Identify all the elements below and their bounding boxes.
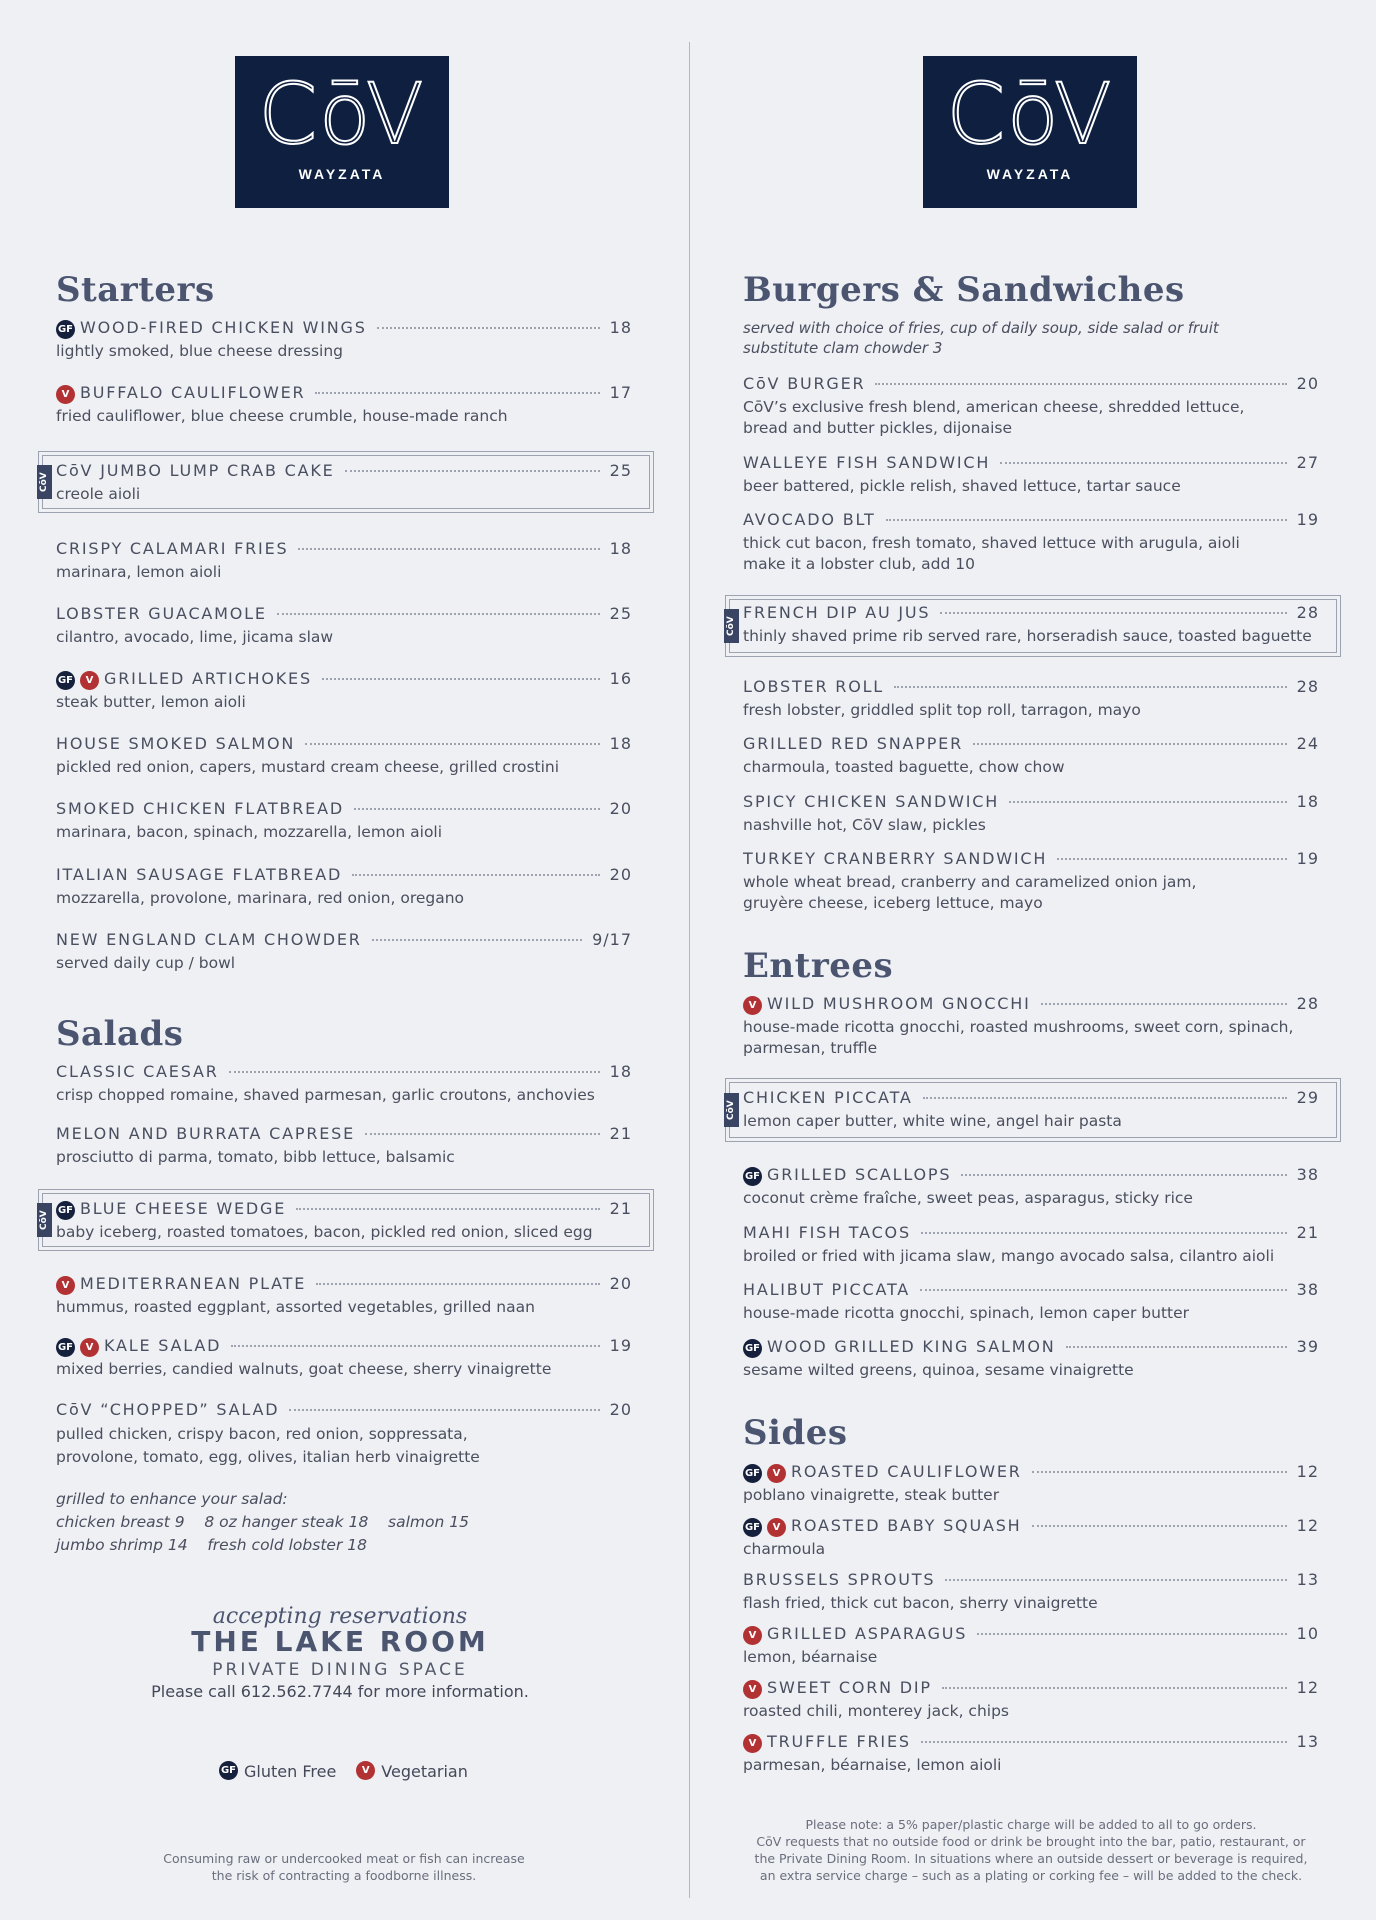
item-name: LOBSTER ROLL xyxy=(743,677,885,696)
item-name: BUFFALO CAULIFLOWER xyxy=(80,383,306,402)
vegetarian-icon: V xyxy=(767,1518,786,1537)
notice-line: Please note: a 5% paper/plastic charge will be added to all to go orders. xyxy=(805,1817,1257,1832)
menu-item xyxy=(56,930,632,973)
item-price: 19 xyxy=(1296,849,1319,868)
item-description: fried cauliflower, blue cheese crumble, house-made ranch xyxy=(56,407,508,425)
item-name: ITALIAN SAUSAGE FLATBREAD xyxy=(56,865,343,884)
menu-item xyxy=(56,1274,632,1317)
item-description: steak butter, lemon aioli xyxy=(56,693,246,711)
gluten-free-icon: GF xyxy=(743,1339,762,1358)
addons-line: chicken breast 9 8 oz hanger steak 18 salmon 15 xyxy=(56,1513,469,1531)
item-price: 13 xyxy=(1296,1570,1319,1589)
menu-item xyxy=(743,734,1319,777)
gluten-free-icon: GF xyxy=(56,671,75,690)
item-name: KALE SALAD xyxy=(104,1336,222,1355)
menu-item xyxy=(743,792,1319,835)
vegetarian-icon: V xyxy=(356,1761,375,1780)
menu-item xyxy=(743,1678,1319,1721)
brand-logo-wordmark: CōV xyxy=(258,65,426,163)
item-price: 12 xyxy=(1296,1462,1319,1481)
item-price: 29 xyxy=(1296,1088,1319,1107)
item-description: baby iceberg, roasted tomatoes, bacon, pickled red onion, sliced egg xyxy=(56,1223,593,1241)
burgers-note-line: substitute clam chowder 3 xyxy=(743,339,943,357)
item-name: WILD MUSHROOM GNOCCHI xyxy=(767,994,1031,1013)
item-name: HOUSE SMOKED SALMON xyxy=(56,734,296,753)
item-price: 20 xyxy=(1296,374,1319,393)
menu-item xyxy=(743,510,1319,574)
vegetarian-icon: V xyxy=(767,1464,786,1483)
vegetarian-icon: V xyxy=(80,1338,99,1357)
menu-item xyxy=(743,677,1319,720)
item-price: 18 xyxy=(609,539,632,558)
lake-room-phone: Please call 612.562.7744 for more information. xyxy=(151,1682,529,1701)
vegetarian-icon: V xyxy=(743,996,762,1015)
menu-item xyxy=(56,604,632,647)
menu-item xyxy=(56,383,632,426)
item-description: house-made ricotta gnocchi, spinach, lemon caper butter xyxy=(743,1304,1190,1322)
item-name: GRILLED ARTICHOKES xyxy=(104,669,312,688)
item-name: WALLEYE FISH SANDWICH xyxy=(743,453,991,472)
item-description: parmesan, truffle xyxy=(743,1039,878,1057)
item-price: 12 xyxy=(1296,1678,1319,1697)
brand-logo-location: WAYZATA xyxy=(298,166,386,182)
item-name: TRUFFLE FRIES xyxy=(767,1732,911,1751)
item-price: 38 xyxy=(1296,1280,1319,1299)
item-description: marinara, lemon aioli xyxy=(56,563,222,581)
item-price: 28 xyxy=(1296,603,1319,622)
salads-heading: Salads xyxy=(56,1014,184,1054)
menu-item xyxy=(56,1124,632,1167)
addons-line: jumbo shrimp 14 fresh cold lobster 18 xyxy=(56,1536,367,1554)
item-price: 38 xyxy=(1296,1165,1319,1184)
vegetarian-icon: V xyxy=(743,1680,762,1699)
menu-item xyxy=(743,453,1319,496)
item-name: FRENCH DIP AU JUS xyxy=(743,603,931,622)
item-description: mozzarella, provolone, marinara, red onion, oregano xyxy=(56,889,465,907)
menu-item xyxy=(743,994,1319,1058)
lake-room-subtitle: PRIVATE DINING SPACE xyxy=(212,1660,468,1680)
sides-heading: Sides xyxy=(743,1413,848,1453)
item-price: 21 xyxy=(609,1199,632,1218)
menu-item xyxy=(56,1336,632,1379)
item-name: CHICKEN PICCATA xyxy=(743,1088,913,1107)
menu-item xyxy=(743,1088,1319,1131)
gluten-free-icon: GF xyxy=(56,1338,75,1357)
brand-logo-location: WAYZATA xyxy=(986,166,1074,182)
item-price: 24 xyxy=(1296,734,1319,753)
menu-item xyxy=(743,849,1319,913)
legend-v-label: Vegetarian xyxy=(381,1762,468,1781)
menu-item xyxy=(743,1280,1319,1323)
item-description: beer battered, pickle relish, shaved lettuce, tartar sauce xyxy=(743,477,1181,495)
item-description: lemon, béarnaise xyxy=(743,1648,878,1666)
item-name: SPICY CHICKEN SANDWICH xyxy=(743,792,1000,811)
menu-item xyxy=(743,1624,1319,1667)
menu-item xyxy=(56,734,632,777)
column-divider xyxy=(689,42,690,1898)
notice-line: an extra service charge – such as a plating or corking fee – will be added to the check. xyxy=(759,1868,1303,1883)
item-name: CLASSIC CAESAR xyxy=(56,1062,219,1081)
item-price: 19 xyxy=(1296,510,1319,529)
notice-line: the Private Dining Room. In situations where an outside dessert or beverage is required, xyxy=(754,1851,1308,1866)
menu-item xyxy=(743,1732,1319,1775)
addons-intro: grilled to enhance your salad: xyxy=(56,1490,288,1508)
item-price: 20 xyxy=(609,799,632,818)
item-name: MEDITERRANEAN PLATE xyxy=(80,1274,307,1293)
item-price: 21 xyxy=(609,1124,632,1143)
item-name: AVOCADO BLT xyxy=(743,510,876,529)
item-description: crisp chopped romaine, shaved parmesan, garlic croutons, anchovies xyxy=(56,1086,595,1104)
notice-line: CōV requests that no outside food or drink be brought into the bar, patio, restaurant, or xyxy=(756,1834,1306,1849)
item-description: charmoula, toasted baguette, chow chow xyxy=(743,758,1065,776)
entrees-heading: Entrees xyxy=(743,946,894,986)
item-description: prosciutto di parma, tomato, bibb lettuce, balsamic xyxy=(56,1148,455,1166)
item-name: WOOD-FIRED CHICKEN WINGS xyxy=(80,318,367,337)
item-name: GRILLED ASPARAGUS xyxy=(767,1624,968,1643)
featured-tab: CōV xyxy=(37,465,52,499)
item-price: 20 xyxy=(609,1400,632,1419)
item-price: 13 xyxy=(1296,1732,1319,1751)
item-name: CōV “CHOPPED” SALAD xyxy=(56,1400,280,1419)
item-name: MELON AND BURRATA CAPRESE xyxy=(56,1124,356,1143)
item-description: lightly smoked, blue cheese dressing xyxy=(56,342,343,360)
item-description: creole aioli xyxy=(56,485,141,503)
menu-item xyxy=(743,603,1319,646)
menu-item xyxy=(56,1400,632,1468)
menu-item xyxy=(743,1462,1319,1505)
item-description: cilantro, avocado, lime, jicama slaw xyxy=(56,628,334,646)
burgers-note xyxy=(743,318,1219,358)
legend-gf-label: Gluten Free xyxy=(244,1762,337,1781)
gluten-free-icon: GF xyxy=(219,1761,238,1780)
vegetarian-icon: V xyxy=(56,1276,75,1295)
starters-heading: Starters xyxy=(56,270,215,310)
food-safety-footnote xyxy=(56,1850,632,1884)
item-name: CōV JUMBO LUMP CRAB CAKE xyxy=(56,461,335,480)
menu-item xyxy=(56,539,632,582)
item-name: BRUSSELS SPROUTS xyxy=(743,1570,936,1589)
lake-room-promo xyxy=(105,1604,575,1701)
item-description: thick cut bacon, fresh tomato, shaved lettuce with arugula, aioli xyxy=(743,534,1240,552)
item-price: 9/17 xyxy=(592,930,632,949)
gluten-free-icon: GF xyxy=(56,320,75,339)
item-description: coconut crème fraîche, sweet peas, asparagus, sticky rice xyxy=(743,1189,1193,1207)
item-price: 12 xyxy=(1296,1516,1319,1535)
item-price: 20 xyxy=(609,1274,632,1293)
featured-tab: CōV xyxy=(724,1093,739,1127)
item-description: house-made ricotta gnocchi, roasted mushrooms, sweet corn, spinach, xyxy=(743,1018,1294,1036)
item-name: TURKEY CRANBERRY SANDWICH xyxy=(743,849,1048,868)
salad-addons xyxy=(56,1488,469,1557)
legend xyxy=(219,1762,468,1781)
vegetarian-icon: V xyxy=(80,671,99,690)
item-name: SMOKED CHICKEN FLATBREAD xyxy=(56,799,344,818)
menu-item xyxy=(743,374,1319,438)
item-price: 18 xyxy=(609,1062,632,1081)
brand-logo xyxy=(923,56,1137,208)
item-price: 28 xyxy=(1296,677,1319,696)
featured-tab: CōV xyxy=(37,1203,52,1237)
item-name: GRILLED SCALLOPS xyxy=(767,1165,952,1184)
gluten-free-icon: GF xyxy=(743,1518,762,1537)
item-name: CōV BURGER xyxy=(743,374,866,393)
item-price: 20 xyxy=(609,865,632,884)
item-description: flash fried, thick cut bacon, sherry vinaigrette xyxy=(743,1594,1098,1612)
item-price: 39 xyxy=(1296,1337,1319,1356)
burgers-heading: Burgers & Sandwiches xyxy=(743,270,1185,310)
item-description: parmesan, béarnaise, lemon aioli xyxy=(743,1756,1002,1774)
lake-room-title: THE LAKE ROOM xyxy=(191,1625,489,1658)
vegetarian-icon: V xyxy=(56,385,75,404)
item-name: MAHI FISH TACOS xyxy=(743,1223,911,1242)
item-price: 19 xyxy=(609,1336,632,1355)
item-description: roasted chili, monterey jack, chips xyxy=(743,1702,1009,1720)
item-price: 18 xyxy=(1296,792,1319,811)
item-price: 25 xyxy=(609,604,632,623)
item-description: pickled red onion, capers, mustard cream cheese, grilled crostini xyxy=(56,758,560,776)
item-name: HALIBUT PICCATA xyxy=(743,1280,911,1299)
item-description: make it a lobster club, add 10 xyxy=(743,555,976,573)
item-description: CōV’s exclusive fresh blend, american cheese, shredded lettuce, xyxy=(743,398,1245,416)
menu-item xyxy=(56,461,632,504)
item-name: GRILLED RED SNAPPER xyxy=(743,734,964,753)
menu-item xyxy=(56,669,632,712)
vegetarian-icon: V xyxy=(743,1626,762,1645)
gluten-free-icon: GF xyxy=(743,1167,762,1186)
menu-item xyxy=(743,1223,1319,1266)
item-description: mixed berries, candied walnuts, goat cheese, sherry vinaigrette xyxy=(56,1360,552,1378)
item-name: SWEET CORN DIP xyxy=(767,1678,932,1697)
policy-notice xyxy=(743,1816,1319,1884)
item-description: served daily cup / bowl xyxy=(56,954,236,972)
footnote-line: the risk of contracting a foodborne illness. xyxy=(211,1868,477,1883)
item-price: 10 xyxy=(1296,1624,1319,1643)
item-description: poblano vinaigrette, steak butter xyxy=(743,1486,1000,1504)
menu-item xyxy=(743,1337,1319,1380)
item-description: provolone, tomato, egg, olives, italian herb vinaigrette xyxy=(56,1448,480,1466)
item-price: 17 xyxy=(609,383,632,402)
menu-item xyxy=(743,1516,1319,1559)
item-name: WOOD GRILLED KING SALMON xyxy=(767,1337,1056,1356)
item-description: gruyère cheese, iceberg lettuce, mayo xyxy=(743,894,1043,912)
item-description: pulled chicken, crispy bacon, red onion, soppressata, xyxy=(56,1425,468,1443)
item-name: NEW ENGLAND CLAM CHOWDER xyxy=(56,930,362,949)
reservations-script: accepting reservations xyxy=(212,1604,468,1629)
item-description: lemon caper butter, white wine, angel hair pasta xyxy=(743,1112,1122,1130)
item-description: broiled or fried with jicama slaw, mango avocado salsa, cilantro aioli xyxy=(743,1247,1275,1265)
featured-tab: CōV xyxy=(724,609,739,643)
menu-item xyxy=(56,318,632,361)
item-description: nashville hot, CōV slaw, pickles xyxy=(743,816,986,834)
item-price: 28 xyxy=(1296,994,1319,1013)
menu-item xyxy=(56,799,632,842)
item-price: 18 xyxy=(609,734,632,753)
item-price: 27 xyxy=(1296,453,1319,472)
menu-item xyxy=(56,1199,632,1242)
item-description: whole wheat bread, cranberry and caramelized onion jam, xyxy=(743,873,1197,891)
item-name: CRISPY CALAMARI FRIES xyxy=(56,539,289,558)
menu-item xyxy=(56,865,632,908)
item-price: 25 xyxy=(609,461,632,480)
brand-logo xyxy=(235,56,449,208)
item-description: bread and butter pickles, dijonaise xyxy=(743,419,1013,437)
vegetarian-icon: V xyxy=(743,1734,762,1753)
item-name: ROASTED BABY SQUASH xyxy=(791,1516,1022,1535)
item-description: charmoula xyxy=(743,1540,826,1558)
item-description: fresh lobster, griddled split top roll, tarragon, mayo xyxy=(743,701,1141,719)
item-name: LOBSTER GUACAMOLE xyxy=(56,604,267,623)
item-price: 16 xyxy=(609,669,632,688)
burgers-note-line: served with choice of fries, cup of daily soup, side salad or fruit xyxy=(743,319,1219,337)
item-name: BLUE CHEESE WEDGE xyxy=(80,1199,287,1218)
gluten-free-icon: GF xyxy=(743,1464,762,1483)
item-description: hummus, roasted eggplant, assorted vegetables, grilled naan xyxy=(56,1298,535,1316)
item-price: 21 xyxy=(1296,1223,1319,1242)
item-description: sesame wilted greens, quinoa, sesame vinaigrette xyxy=(743,1361,1134,1379)
item-price: 18 xyxy=(609,318,632,337)
menu-item xyxy=(743,1165,1319,1208)
footnote-line: Consuming raw or undercooked meat or fish can increase xyxy=(163,1851,525,1866)
item-name: ROASTED CAULIFLOWER xyxy=(791,1462,1022,1481)
brand-logo-wordmark: CōV xyxy=(946,65,1114,163)
gluten-free-icon: GF xyxy=(56,1201,75,1220)
item-description: marinara, bacon, spinach, mozzarella, lemon aioli xyxy=(56,823,443,841)
menu-item xyxy=(743,1570,1319,1613)
item-description: thinly shaved prime rib served rare, horseradish sauce, toasted baguette xyxy=(743,627,1312,645)
menu-item xyxy=(56,1062,632,1105)
